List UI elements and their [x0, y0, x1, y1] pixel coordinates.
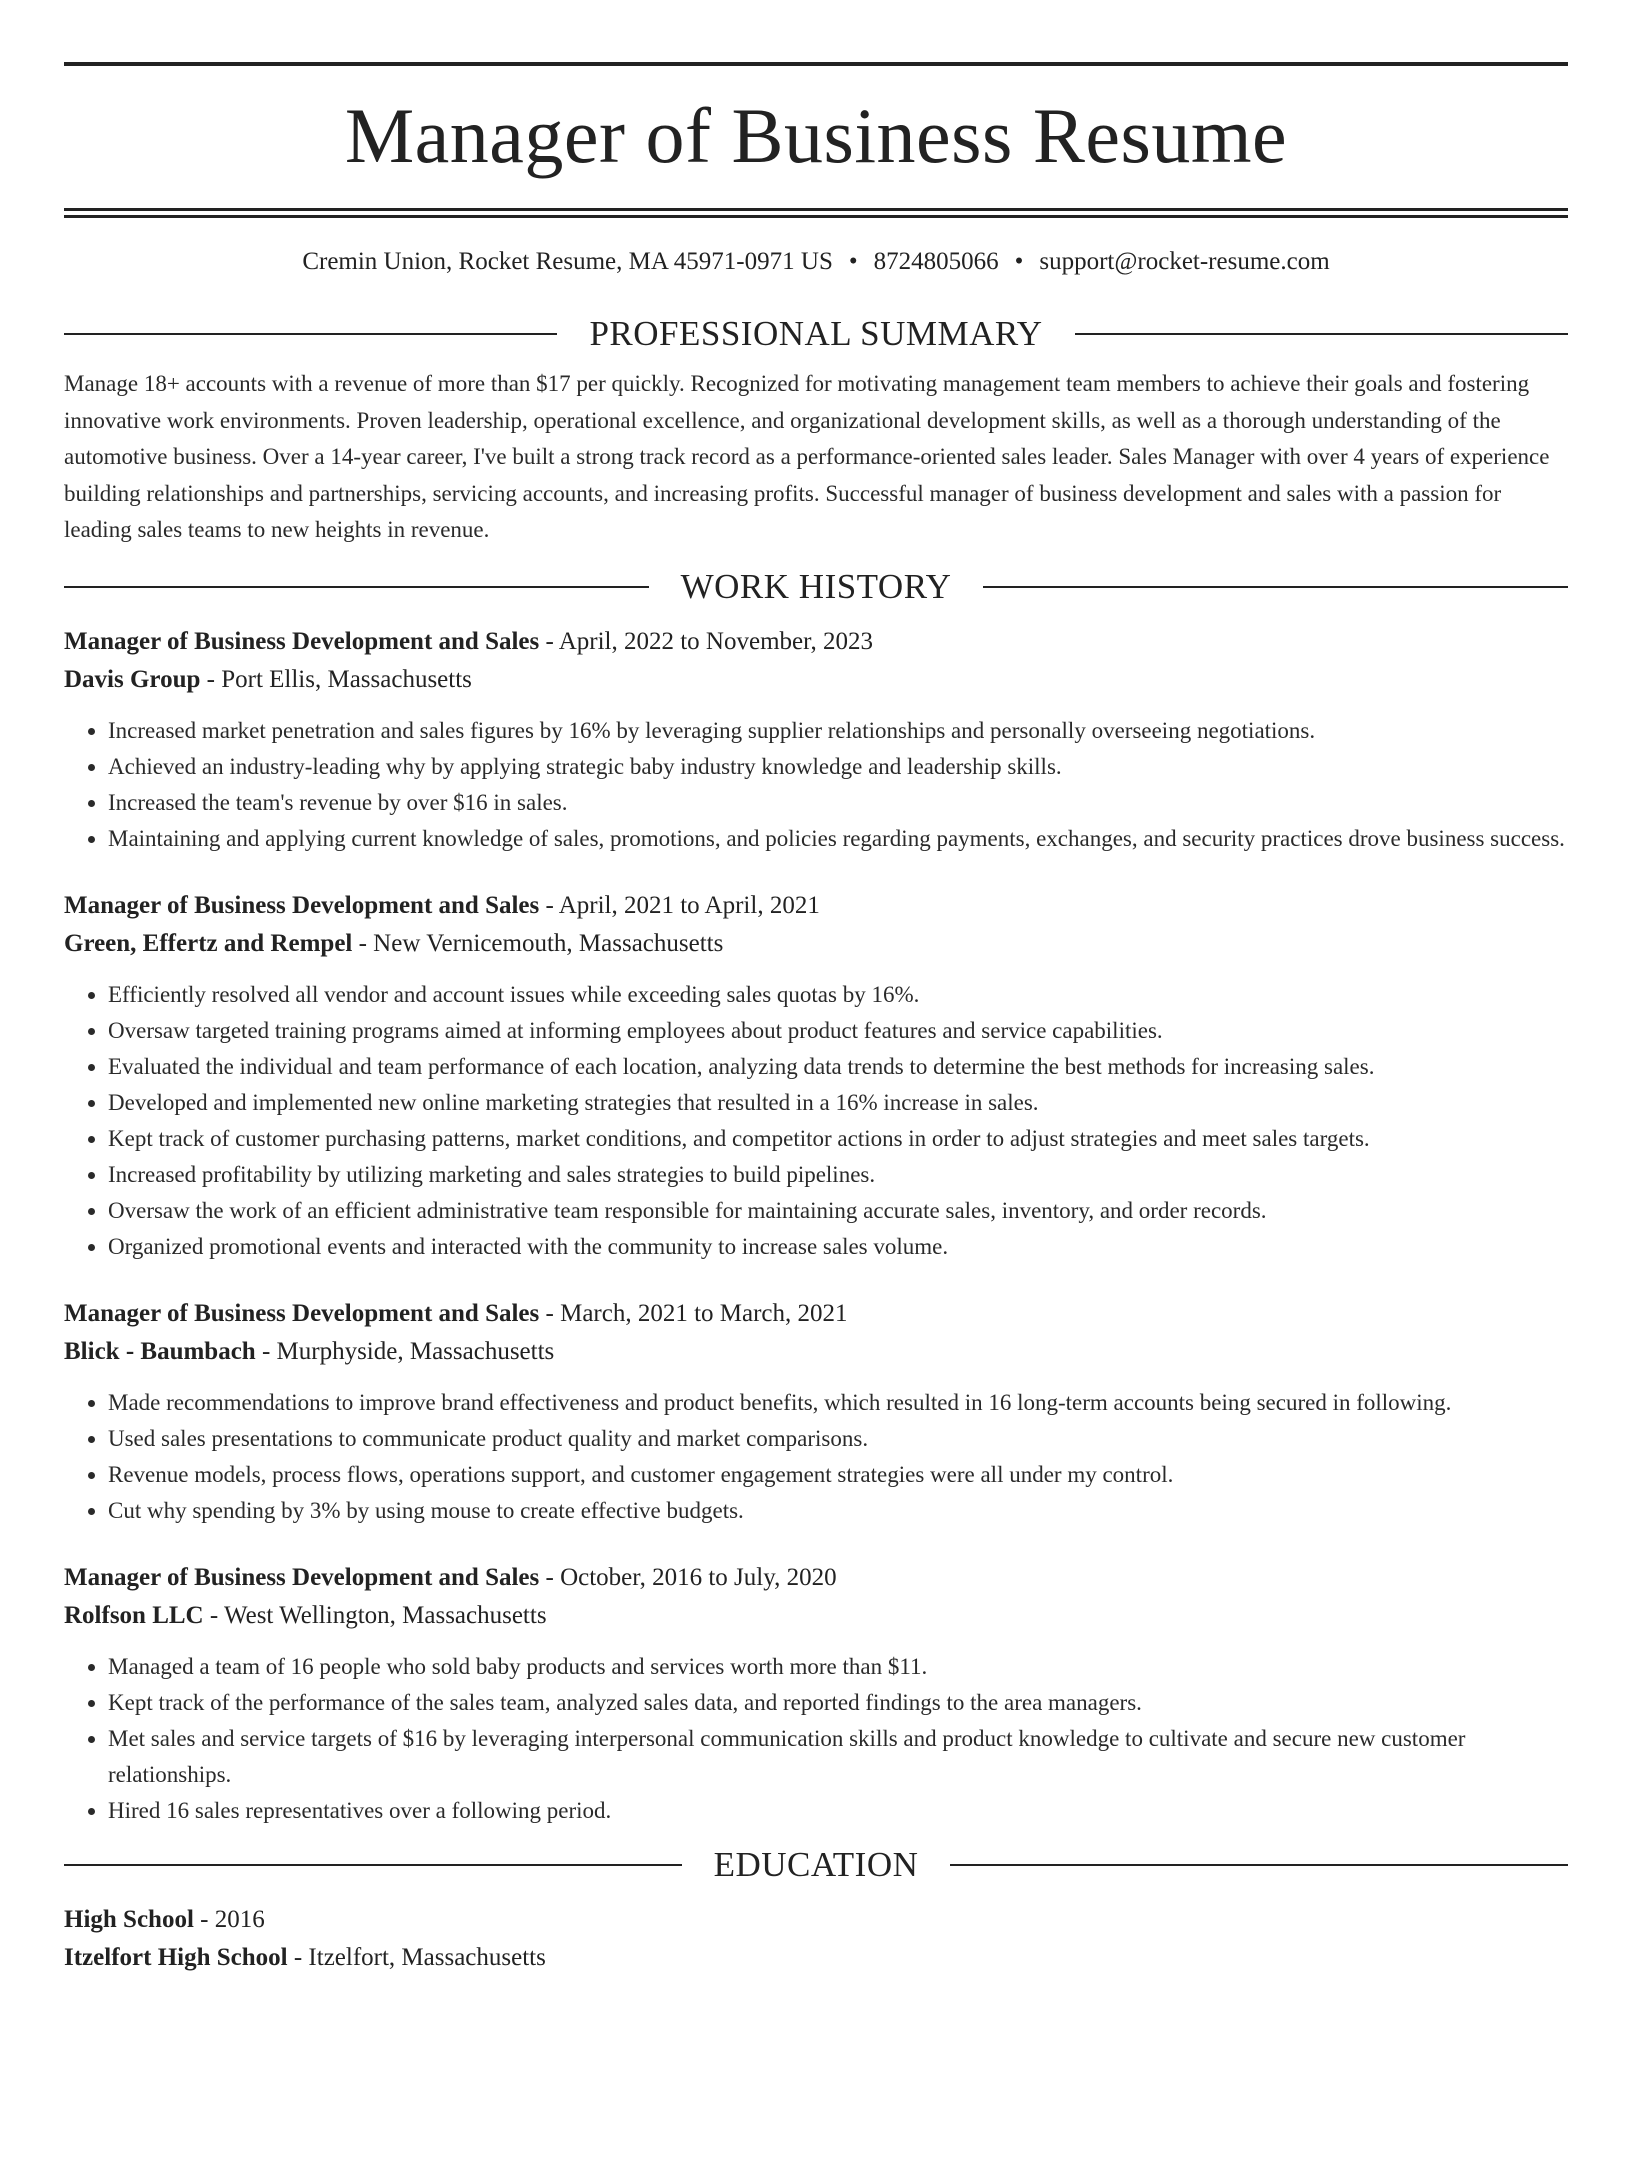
job-title-line [64, 887, 1568, 925]
job-bullet: • Made recommendations to improve brand effectiveness and product benefits, which resulted in 16 long-term accounts being secured in following. [108, 1385, 1568, 1421]
job-bullet: • Oversaw the work of an efficient administrative team responsible for maintaining accurate sales, inventory, and order records. [108, 1193, 1568, 1229]
job-company-line [64, 1597, 1568, 1635]
job-title: Manager of Business Development and Sales [64, 1299, 540, 1327]
job-company: Davis Group [64, 665, 201, 693]
job-location: - Murphyside, Massachusetts [255, 1337, 555, 1365]
job-location: - Port Ellis, Massachusetts [200, 665, 472, 693]
job-company: Green, Effertz and Rempel [64, 929, 353, 957]
summary-paragraph: Manage 18+ accounts with a revenue of more than $17 per quickly. Recognized for motivating management team members to achieve their goals and fostering innovative work environments. Proven leadership, operational excellence, and organizational development skills, as well as a thorough understanding of the automotive business. Over a 14-year career, I've built a strong track record as a performance-oriented sales leader. Sales Manager with over 4 years of experience building relationships and partnerships, servicing accounts, and increasing profits. Successful manager of business development and sales with a passion for leading sales teams to new heights in revenue. [64, 371, 1550, 542]
job-company-line [64, 1333, 1568, 1371]
job-title-line [64, 1559, 1568, 1597]
job-bullet: • Used sales presentations to communicate product quality and market comparisons. [108, 1421, 1568, 1457]
job-bullet: • Maintaining and applying current knowledge of sales, promotions, and policies regarding payments, exchanges, and security practices drove business success. [108, 821, 1568, 857]
heading-rule-left [64, 1864, 682, 1866]
job-bullet: • Managed a team of 16 people who sold baby products and services worth more than $11. [108, 1649, 1568, 1685]
heading-rule-left [64, 333, 557, 335]
job-title-line [64, 1295, 1568, 1333]
education-degree-line [64, 1901, 1568, 1939]
job-dates: - April, 2022 to November, 2023 [539, 627, 873, 655]
job-location: - West Wellington, Massachusetts [203, 1601, 547, 1629]
heading-rule-right [950, 1864, 1568, 1866]
job-bullet-list [64, 713, 1568, 857]
job-bullet: • Revenue models, process flows, operations support, and customer engagement strategies were all under my control. [108, 1457, 1568, 1493]
job-bullet: • Kept track of the performance of the sales team, analyzed sales data, and reported findings to the area managers. [108, 1685, 1568, 1721]
job-bullet: • Achieved an industry-leading why by applying strategic baby industry knowledge and leadership skills. [108, 749, 1568, 785]
education-year: - 2016 [193, 1905, 265, 1933]
resume-title: Manager of Business Resume [344, 92, 1288, 179]
summary-section-heading [64, 312, 1568, 356]
contact-address: Cremin Union, Rocket Resume, MA 45971-0971 US [302, 248, 833, 275]
contact-email: support@rocket-resume.com [1039, 248, 1330, 275]
job-bullet: • Oversaw targeted training programs aimed at informing employees about product features and service capabilities. [108, 1013, 1568, 1049]
education-section-heading [64, 1843, 1568, 1887]
heading-rule-right [983, 586, 1568, 588]
job-dates: - October, 2016 to July, 2020 [539, 1563, 837, 1591]
job-bullet: • Hired 16 sales representatives over a following period. [108, 1793, 1568, 1829]
contact-separator: • [848, 248, 858, 275]
job-entry [64, 1559, 1568, 1829]
job-entry [64, 1295, 1568, 1529]
education-entry [64, 1901, 1568, 1977]
job-bullet: • Cut why spending by 3% by using mouse to create effective budgets. [108, 1493, 1568, 1529]
job-title-line [64, 623, 1568, 661]
job-bullet: • Increased profitability by utilizing marketing and sales strategies to build pipelines. [108, 1157, 1568, 1193]
job-bullet-list [64, 1649, 1568, 1829]
education-location: - Itzelfort, Massachusetts [287, 1943, 546, 1971]
job-bullet: • Increased market penetration and sales figures by 16% by leveraging supplier relationships and personally overseeing negotiations. [108, 713, 1568, 749]
heading-rule-right [1075, 333, 1568, 335]
summary-heading-text: PROFESSIONAL SUMMARY [589, 314, 1043, 353]
education-heading-text: EDUCATION [713, 1844, 919, 1884]
work-history-heading-text: WORK HISTORY [680, 566, 952, 606]
job-title: Manager of Business Development and Sales [64, 891, 540, 919]
job-location: - New Vernicemouth, Massachusetts [352, 929, 724, 957]
heading-rule-left [64, 586, 649, 588]
job-company-line [64, 661, 1568, 699]
education-school-line [64, 1939, 1568, 1977]
job-bullet: • Met sales and service targets of $16 by leveraging interpersonal communication skills and product knowledge to cultivate and secure new customer relationships. [108, 1721, 1568, 1793]
job-title: Manager of Business Development and Sales [64, 1563, 540, 1591]
job-bullet-list [64, 1385, 1568, 1529]
contact-separator: • [1014, 248, 1024, 275]
job-entry [64, 623, 1568, 857]
job-entry [64, 887, 1568, 1265]
contact-line [64, 246, 1568, 278]
job-bullet-list [64, 977, 1568, 1265]
job-bullet: • Organized promotional events and interacted with the community to increase sales volume. [108, 1229, 1568, 1265]
job-bullet: • Developed and implemented new online marketing strategies that resulted in a 16% increase in sales. [108, 1085, 1568, 1121]
job-dates: - March, 2021 to March, 2021 [539, 1299, 848, 1327]
job-company-line [64, 925, 1568, 963]
job-bullet: • Efficiently resolved all vendor and account issues while exceeding sales quotas by 16%. [108, 977, 1568, 1013]
work-history-section-heading [64, 565, 1568, 609]
job-bullet: • Kept track of customer purchasing patterns, market conditions, and competitor actions in order to adjust strategies and meet sales targets. [108, 1121, 1568, 1157]
resume-page [0, 62, 1632, 2174]
contact-phone: 8724805066 [873, 248, 999, 275]
job-company: Rolfson LLC [64, 1601, 204, 1629]
job-dates: - April, 2021 to April, 2021 [539, 891, 820, 919]
education-school: Itzelfort High School [64, 1943, 288, 1971]
top-rule [64, 62, 1568, 66]
job-company: Blick - Baumbach [64, 1337, 256, 1365]
job-title: Manager of Business Development and Sales [64, 627, 540, 655]
job-bullet: • Evaluated the individual and team performance of each location, analyzing data trends to determine the best methods for increasing sales. [108, 1049, 1568, 1085]
job-bullet: • Increased the team's revenue by over $16 in sales. [108, 785, 1568, 821]
title-double-rule [64, 208, 1568, 218]
education-degree: High School [64, 1905, 194, 1933]
